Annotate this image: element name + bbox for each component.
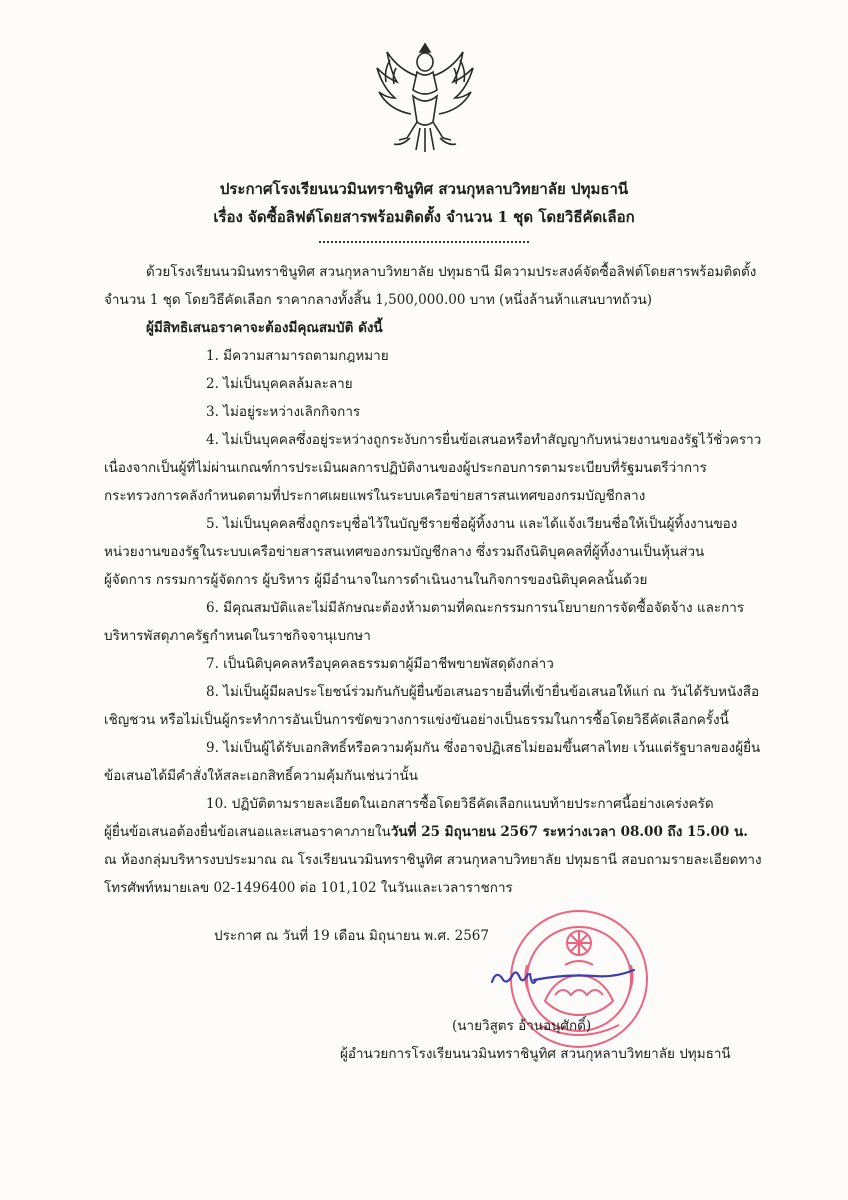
qualification-item-4-line-3: กระทรวงการคลังกำหนดตามที่ประกาศเผยแพร่ในระบบเครือข่ายสารสนเทศของกรมบัญชีกลาง: [104, 488, 646, 504]
submission-deadline: วันที่ 25 มิถุนายน 2567 ระหว่างเวลา 08.00 ถึง 15.00 น.: [390, 824, 748, 840]
qualification-item-9-line-2: ข้อเสนอได้มีคำสั่งให้สละเอกสิทธิ์ความคุ้มกันเช่นว่านั้น: [104, 768, 419, 784]
intro-line-2: จำนวน 1 ชุด โดยวิธีคัดเลือก ราคากลางทั้งสิ้น 1,500,000.00 บาท (หนึ่งล้านห้าแสนบาทถ้วน): [104, 292, 653, 308]
announcement-date: ประกาศ ณ วันที่ 19 เดือน มิถุนายน พ.ศ. 2567: [214, 928, 489, 944]
qualification-item-5-line-3: ผู้จัดการ กรรมการผู้จัดการ ผู้บริหาร ผู้มีอำนาจในการดำเนินงานในกิจการของนิติบุคคลนั้นด้วย: [104, 572, 648, 588]
qualification-item-5-line-1: 5. ไม่เป็นบุคคลซึ่งถูกระบุชื่อไว้ในบัญชีรายชื่อผู้ทิ้งงาน และได้แจ้งเวียนชื่อให้เป็นผู้ทิ้งงานของ: [206, 516, 738, 532]
qualification-item-8-line-1: 8. ไม่เป็นผู้มีผลประโยชน์ร่วมกันกับผู้ยื่นข้อเสนอรายอื่นที่เข้ายื่นข้อเสนอให้แก่ ณ วันได้รับหนังสือ: [206, 684, 760, 700]
qualification-item-10: 10. ปฏิบัติตามรายละเอียดในเอกสารซื้อโดยวิธีคัดเลือกแนบท้ายประกาศนี้อย่างเคร่งครัด: [206, 796, 714, 812]
signatory-name: (นายวิสูตร อ้านอนุศักดิ์): [452, 1018, 592, 1034]
intro-line-1: ด้วยโรงเรียนนวมินทราชินูทิศ สวนกุหลาบวิทยาลัย ปทุมธานี มีความประสงค์จัดซื้อลิฟต์โดยสารพร้อมติดตั้ง: [146, 264, 757, 280]
submission-text: ผู้ยื่นข้อเสนอต้องยื่นข้อเสนอและเสนอราคาภายใน: [104, 824, 391, 840]
qualification-item-9-line-1: 9. ไม่เป็นผู้ได้รับเอกสิทธิ์หรือความคุ้มกัน ซึ่งอาจปฏิเสธไม่ยอมขึ้นศาลไทย เว้นแต่รัฐบาลของผู้ยื่น: [206, 740, 761, 756]
qualification-item-3: 3. ไม่อยู่ระหว่างเลิกกิจการ: [206, 404, 361, 420]
qualification-item-6-line-1: 6. มีคุณสมบัติและไม่มีลักษณะต้องห้ามตามที่คณะกรรมการนโยบายการจัดซื้อจัดจ้าง และการ: [206, 600, 745, 616]
qualification-item-6-line-2: บริหารพัสดุภาครัฐกำหนดในราชกิจจานุเบกษา: [104, 628, 371, 644]
qualification-item-2: 2. ไม่เป็นบุคคลล้มละลาย: [206, 376, 353, 392]
submission-line-2: ณ ห้องกลุ่มบริหารงบประมาณ ณ โรงเรียนนวมินทราชินูทิศ สวนกุหลาบวิทยาลัย ปทุมธานี สอบถามรายละเอียดทาง: [104, 852, 762, 868]
qualification-item-4-line-1: 4. ไม่เป็นบุคคลซึ่งอยู่ระหว่างถูกระงับการยื่นข้อเสนอหรือทำสัญญากับหน่วยงานของรัฐไว้ชั่วคราว: [206, 432, 762, 448]
qualification-item-8-line-2: เชิญชวน หรือไม่เป็นผู้กระทำการอันเป็นการขัดขวางการแข่งขันอย่างเป็นธรรมในการซื้อโดยวิธีคัดเลือกครั้งนี้: [104, 712, 729, 728]
garuda-emblem-icon: [370, 38, 480, 156]
qualification-item-1: 1. มีความสามารถตามกฎหมาย: [206, 348, 389, 364]
announcement-title: ประกาศโรงเรียนนวมินทราชินูทิศ สวนกุหลาบวิทยาลัย ปทุมธานี: [219, 180, 629, 198]
handwritten-signature: [488, 962, 638, 996]
signatory-position: ผู้อำนวยการโรงเรียนนวมินทราชินูทิศ สวนกุหลาบวิทยาลัย ปทุมธานี: [340, 1046, 731, 1062]
qualification-item-5-line-2: หน่วยงานของรัฐในระบบเครือข่ายสารสนเทศของกรมบัญชีกลาง ซึ่งรวมถึงนิติบุคคลที่ผู้ทิ้งงานเป็นหุ้นส่วน: [104, 544, 705, 560]
announcement-subject: เรื่อง จัดซื้อลิฟต์โดยสารพร้อมติดตั้ง จำนวน 1 ชุด โดยวิธีคัดเลือก: [213, 208, 635, 226]
qualification-item-4-line-2: เนื่องจากเป็นผู้ที่ไม่ผ่านเกณฑ์การประเมินผลการปฏิบัติงานของผู้ประกอบการตามระเบียบที่รัฐมนตรีว่าการ: [104, 460, 707, 476]
submission-line-3: โทรศัพท์หมายเลข 02-1496400 ต่อ 101,102 ในวันและเวลาราชการ: [104, 880, 513, 896]
qualification-item-7: 7. เป็นนิติบุคคลหรือบุคคลธรรมดาผู้มีอาชีพขายพัสดุดังกล่าว: [206, 656, 554, 672]
submission-line-1: [104, 822, 748, 842]
qualifications-heading: ผู้มีสิทธิเสนอราคาจะต้องมีคุณสมบัติ ดังนี้: [146, 320, 383, 336]
dotted-divider: [0, 232, 848, 246]
